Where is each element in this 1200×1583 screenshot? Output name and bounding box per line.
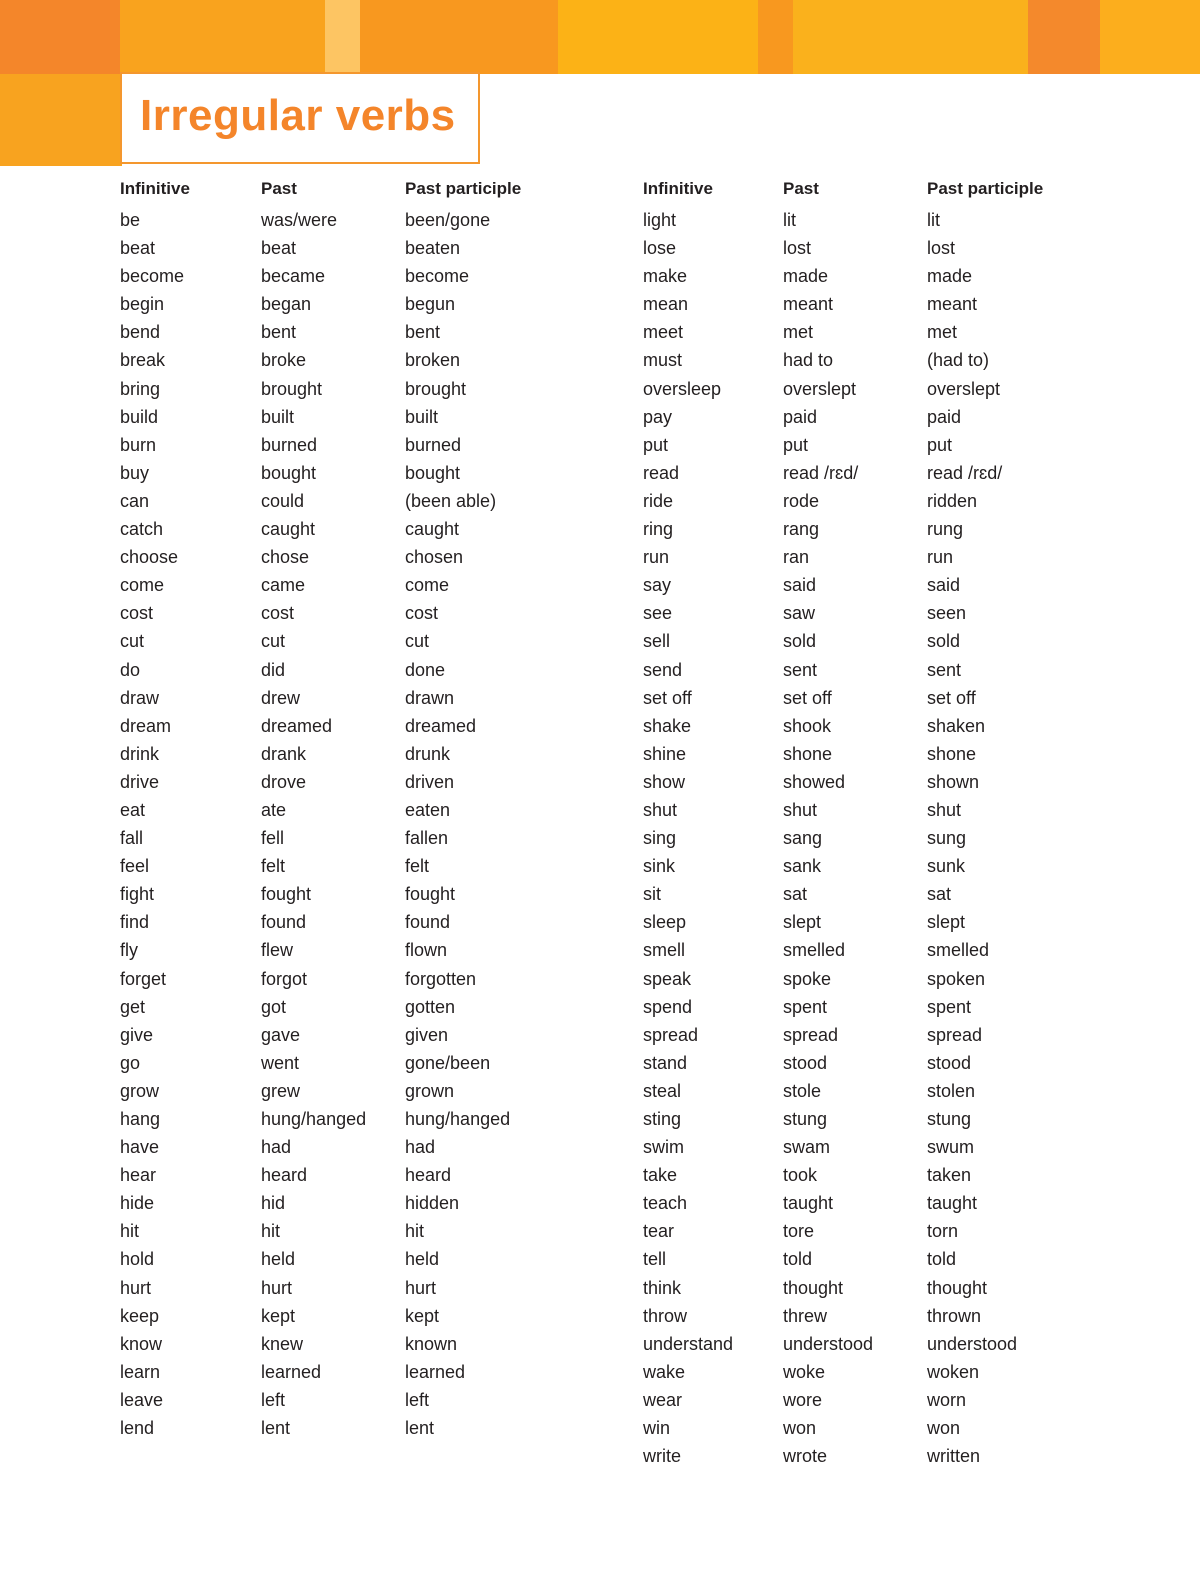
verb-form-cell: cut [261,631,286,652]
verb-form-cell: shine [643,743,687,764]
verb-form-cell: ran [783,547,810,568]
verb-form-cell: run [927,547,954,568]
verb-form-cell: known [405,1333,458,1354]
verb-form-cell: hurt [261,1277,293,1298]
verb-form-cell: caught [261,519,316,540]
verb-form-cell: understand [643,1333,734,1354]
verb-form-cell: read /rɛd/ [927,462,1003,483]
band-segment [793,0,1028,74]
verb-form-cell: burned [261,434,318,455]
verb-form-cell: drove [261,771,307,792]
verb-form-cell: must [643,350,683,371]
verb-form-cell: put [927,434,953,455]
verb-form-cell: heard [405,1165,452,1186]
verb-form-cell: choose [120,547,179,568]
verb-form-cell: torn [927,1221,959,1242]
verb-form-cell: put [643,434,669,455]
verb-form-cell: been/gone [405,210,491,230]
verb-form-cell: drink [120,743,160,764]
verb-form-cell: hang [120,1109,161,1129]
verb-form-cell: drawn [405,687,455,708]
verb-form-cell: met [927,322,958,343]
verb-form-cell: sung [927,828,967,849]
verb-form-cell: went [261,1052,300,1073]
verb-form-cell: forgot [261,968,308,989]
verb-form-cell: said [783,575,817,596]
verb-form-cell: begin [120,294,165,315]
verb-form-cell: can [120,490,150,511]
verb-form-cell: spent [927,996,972,1017]
verb-form-cell: held [405,1249,440,1270]
verb-form-cell: gotten [405,996,456,1017]
verb-form-cell: learned [261,1361,322,1382]
verb-form-cell: slept [783,912,822,933]
verb-form-cell: gave [261,1024,301,1045]
verb-form-cell: shook [783,715,832,736]
verb-form-cell: read [643,462,680,483]
verb-form-cell: sat [783,884,808,905]
verb-form-cell: cut [405,631,430,652]
band-segment [1028,0,1100,74]
verb-form-cell: sting [643,1109,682,1129]
verb-form-cell: sent [927,659,962,680]
verb-form-cell: see [643,603,673,624]
verb-form-cell: did [261,659,286,680]
verb-form-cell: eaten [405,799,451,820]
band-segment [120,0,325,74]
verb-form-cell: bent [261,322,297,343]
verb-form-cell: left [405,1389,430,1410]
verb-form-cell: hidden [405,1193,460,1214]
verb-form-cell: fell [261,828,285,849]
verb-form-cell: throw [643,1305,688,1326]
verb-form-cell: drive [120,771,160,792]
verb-form-cell: hid [261,1193,286,1214]
verb-form-cell: kept [261,1305,296,1326]
verb-form-cell: stole [783,1080,822,1101]
left-past-participle-column [405,176,521,1442]
verb-form-cell: stung [927,1109,972,1129]
verb-form-cell: wrote [783,1446,828,1467]
verb-form-cell: tear [643,1221,675,1242]
verb-form-cell: became [261,266,326,287]
verb-form-cell: be [120,210,141,230]
verb-form-cell: won [927,1418,961,1439]
verb-form-cell: begun [405,294,456,315]
verb-form-cell: oversleep [643,378,722,399]
verb-form-cell: leave [120,1389,164,1410]
verb-form-cell: steal [643,1080,682,1101]
verb-form-cell: spread [783,1024,839,1045]
verb-form-cell: become [405,266,470,287]
verb-form-cell: overslept [783,378,857,399]
band-segment [758,0,793,74]
verb-form-cell: sleep [643,912,687,933]
verb-form-cell: meant [927,294,978,315]
verb-form-cell: dream [120,715,172,736]
verb-form-cell: sent [783,659,818,680]
verb-form-cell: thrown [927,1305,982,1326]
verb-form-cell: meet [643,322,684,343]
verb-form-cell: had [405,1137,436,1158]
verb-form-cell: held [261,1249,296,1270]
verb-form-cell: built [261,406,295,427]
verb-form-cell: make [643,266,688,287]
verb-form-cell: taken [927,1165,972,1186]
verb-form-cell: began [261,294,312,315]
verb-form-cell: give [120,1024,154,1045]
verb-form-cell: wore [783,1389,823,1410]
verb-form-cell: built [405,406,439,427]
verb-form-cell: (been able) [405,490,497,511]
verb-form-cell: stolen [927,1080,976,1101]
verb-form-cell: write [643,1446,682,1467]
verb-form-cell: keep [120,1305,160,1326]
verb-form-cell: light [643,210,677,230]
verb-form-cell: told [927,1249,957,1270]
verb-form-cell: tell [643,1249,667,1270]
verb-form-cell: done [405,659,446,680]
verb-form-cell: burn [120,434,157,455]
verb-form-cell: pay [643,406,673,427]
verb-form-cell: chosen [405,547,464,568]
verb-form-cell: hold [120,1249,155,1270]
verb-form-cell: got [261,996,287,1017]
right-past-column [783,176,873,1470]
verb-form-cell: knew [261,1333,304,1354]
verb-form-cell: swim [643,1137,684,1158]
band-segment [1100,0,1200,74]
verb-form-cell: grew [261,1080,301,1101]
verb-form-cell: given [405,1024,449,1045]
verb-form-cell: slept [927,912,966,933]
left-infinitive-column [120,176,190,1442]
verb-form-cell: lit [783,210,796,230]
verb-form-cell: sing [643,828,677,849]
verb-form-cell: left [261,1389,286,1410]
verb-form-cell: sold [783,631,817,652]
verb-form-cell: wear [643,1389,683,1410]
verb-form-cell: grow [120,1080,160,1101]
column-header: Past [783,179,819,198]
verb-form-cell: sank [783,856,822,877]
verb-form-cell: ride [643,490,674,511]
verb-form-cell: sold [927,631,961,652]
verb-form-cell: meant [783,294,834,315]
verb-form-cell: ridden [927,490,978,511]
verb-form-cell: hit [405,1221,425,1242]
verb-form-cell: become [120,266,185,287]
verb-form-cell: sink [643,856,676,877]
verb-form-cell: grown [405,1080,455,1101]
verb-form-cell: stood [783,1052,828,1073]
verb-form-cell: dreamed [405,715,477,736]
verb-form-cell: shut [927,799,962,820]
verb-form-cell: fought [261,884,312,905]
verb-form-cell: caught [405,519,460,540]
verb-form-cell: broke [261,350,307,371]
verb-form-cell: hit [120,1221,140,1242]
verb-form-cell: cost [405,603,439,624]
left-past-column [261,176,366,1442]
verb-form-cell: lost [927,238,956,259]
verb-form-cell: saw [783,603,816,624]
verb-form-cell: driven [405,771,455,792]
verb-form-cell: (had to) [927,350,990,371]
verb-form-cell: burned [405,434,462,455]
verb-form-cell: felt [261,856,286,877]
verb-form-cell: draw [120,687,160,708]
title-box [120,72,480,164]
verb-form-cell: paid [927,406,962,427]
verb-form-cell: go [120,1052,141,1073]
verb-form-cell: taught [783,1193,834,1214]
band-segment [360,0,558,74]
verb-form-cell: shown [927,771,980,792]
verb-form-cell: build [120,406,159,427]
verb-form-cell: think [643,1277,682,1298]
verb-form-cell: run [643,547,670,568]
verb-form-cell: spread [643,1024,699,1045]
verb-form-cell: send [643,659,683,680]
verb-form-cell: drank [261,743,307,764]
verb-form-cell: tore [783,1221,815,1242]
verb-form-cell: hurt [120,1277,152,1298]
verb-form-cell: beat [261,238,297,259]
verb-form-cell: swum [927,1137,975,1158]
verb-form-cell: took [783,1165,818,1186]
verb-form-cell: made [783,266,829,287]
verb-form-cell: was/were [261,210,338,230]
verb-form-cell: rode [783,490,820,511]
verb-form-cell: woken [927,1361,980,1382]
verb-form-cell: flew [261,940,294,961]
verb-form-cell: drunk [405,743,451,764]
verb-form-cell: set off [927,687,976,708]
verb-form-cell: taught [927,1193,978,1214]
verb-form-cell: sell [643,631,671,652]
verb-form-cell: worn [927,1389,967,1410]
band-segment [558,0,758,74]
verb-form-cell: brought [405,378,467,399]
verb-form-cell: beaten [405,238,461,259]
verb-form-cell: fall [120,828,144,849]
column-header: Infinitive [643,179,713,198]
verb-form-cell: made [927,266,973,287]
verb-form-cell: spend [643,996,693,1017]
verb-form-cell: rang [783,519,820,540]
verb-form-cell: fought [405,884,456,905]
verb-form-cell: hide [120,1193,155,1214]
band-segment [0,0,120,74]
verb-form-cell: hit [261,1221,281,1242]
verb-form-cell: learned [405,1361,466,1382]
verb-form-cell: rung [927,519,964,540]
verb-form-cell: felt [405,856,430,877]
verb-form-cell: shake [643,715,692,736]
verb-form-cell: shaken [927,715,986,736]
verb-form-cell: chose [261,547,310,568]
verb-form-cell: came [261,575,306,596]
verb-form-cell: brought [261,378,323,399]
column-header: Past [261,179,297,198]
verb-form-cell: understood [783,1333,874,1354]
verb-form-cell: wake [643,1361,686,1382]
verb-form-cell: said [927,575,961,596]
verb-form-cell: had to [783,350,834,371]
verb-form-cell: lent [261,1418,291,1439]
verb-form-cell: have [120,1137,160,1158]
verb-form-cell: met [783,322,814,343]
verb-form-cell: catch [120,519,164,540]
verb-form-cell: overslept [927,378,1001,399]
verb-form-cell: set off [783,687,832,708]
verb-form-cell: lit [927,210,940,230]
verb-form-cell: bought [261,462,317,483]
verb-form-cell: learn [120,1361,161,1382]
verb-form-cell: found [405,912,451,933]
verb-form-cell: come [405,575,450,596]
verb-form-cell: win [643,1418,671,1439]
verb-form-cell: fly [120,940,138,961]
verb-form-cell: take [643,1165,678,1186]
verb-form-cell: spread [927,1024,983,1045]
verb-form-cell: found [261,912,307,933]
verb-form-cell: showed [783,771,846,792]
verb-form-cell: written [927,1446,981,1467]
verb-form-cell: hear [120,1165,157,1186]
verb-form-cell: fallen [405,828,449,849]
verb-form-cell: ring [643,519,674,540]
verb-form-cell: heard [261,1165,308,1186]
verb-form-cell: spoke [783,968,832,989]
verb-form-cell: shut [643,799,678,820]
verb-form-cell: speak [643,968,692,989]
verb-form-cell: thought [927,1277,988,1298]
verb-form-cell: lost [783,238,812,259]
verb-form-cell: hurt [405,1277,437,1298]
verb-form-cell: bought [405,462,461,483]
verb-form-cell: stung [783,1109,828,1129]
verb-form-cell: threw [783,1305,828,1326]
verb-form-cell: seen [927,603,967,624]
verb-form-cell: cut [120,631,145,652]
verb-form-cell: cost [120,603,154,624]
verb-form-cell: stood [927,1052,972,1073]
verb-form-cell: hung/hanged [405,1109,511,1129]
verb-form-cell: come [120,575,165,596]
verb-form-cell: show [643,771,686,792]
verb-form-cell: smelled [783,940,846,961]
verb-form-cell: eat [120,799,146,820]
verb-form-cell: bent [405,322,441,343]
verb-form-cell: set off [643,687,692,708]
verb-form-cell: spent [783,996,828,1017]
page-title: Irregular verbs [140,91,456,140]
verb-form-cell: beat [120,238,156,259]
verb-form-cell: flown [405,940,448,961]
verb-form-cell: kept [405,1305,440,1326]
verb-form-cell: teach [643,1193,688,1214]
verb-form-cell: mean [643,294,689,315]
verb-form-cell: stand [643,1052,688,1073]
right-past-participle-column [927,176,1043,1470]
verb-form-cell: understood [927,1333,1018,1354]
verb-form-cell: do [120,659,141,680]
verb-form-cell: lose [643,238,677,259]
verb-form-cell: told [783,1249,813,1270]
verb-form-cell: say [643,575,672,596]
verb-form-cell: break [120,350,166,371]
verb-form-cell: shut [783,799,818,820]
column-header: Past participle [927,179,1044,198]
verb-form-cell: lent [405,1418,435,1439]
verb-form-cell: get [120,996,146,1017]
verb-form-cell: fight [120,884,155,905]
verb-form-cell: cost [261,603,295,624]
verb-form-cell: know [120,1333,163,1354]
verb-form-cell: put [783,434,809,455]
verb-form-cell: hung/hanged [261,1109,367,1129]
verb-form-cell: lend [120,1418,155,1439]
verb-form-cell: sang [783,828,823,849]
verb-form-cell: shone [783,743,833,764]
verb-form-cell: paid [783,406,818,427]
verb-form-cell: had [261,1137,292,1158]
verb-form-cell: could [261,490,305,511]
verb-form-cell: find [120,912,150,933]
verb-form-cell: smelled [927,940,990,961]
verb-form-cell: thought [783,1277,844,1298]
verb-form-cell: smell [643,940,686,961]
right-infinitive-column [643,176,733,1470]
column-header: Past participle [405,179,522,198]
verb-form-cell: shone [927,743,977,764]
verb-form-cell: won [783,1418,817,1439]
column-header: Infinitive [120,179,190,198]
verb-form-cell: buy [120,462,150,483]
verb-form-cell: woke [783,1361,826,1382]
verb-form-cell: read /rɛd/ [783,462,859,483]
verb-form-cell: bend [120,322,161,343]
verb-form-cell: sunk [927,856,966,877]
verb-form-cell: ate [261,799,287,820]
header-color-band [0,0,1200,74]
verb-form-cell: drew [261,687,301,708]
verb-form-cell: forget [120,968,167,989]
verb-form-cell: spoken [927,968,986,989]
verb-form-cell: swam [783,1137,831,1158]
verb-form-cell: dreamed [261,715,333,736]
verb-form-cell: gone/been [405,1052,491,1073]
verb-form-cell: broken [405,350,461,371]
side-color-block [0,74,122,166]
band-segment [325,0,360,74]
verb-form-cell: forgotten [405,968,477,989]
verb-form-cell: bring [120,378,161,399]
verb-form-cell: sat [927,884,952,905]
verb-form-cell: feel [120,856,150,877]
verb-form-cell: sit [643,884,661,905]
